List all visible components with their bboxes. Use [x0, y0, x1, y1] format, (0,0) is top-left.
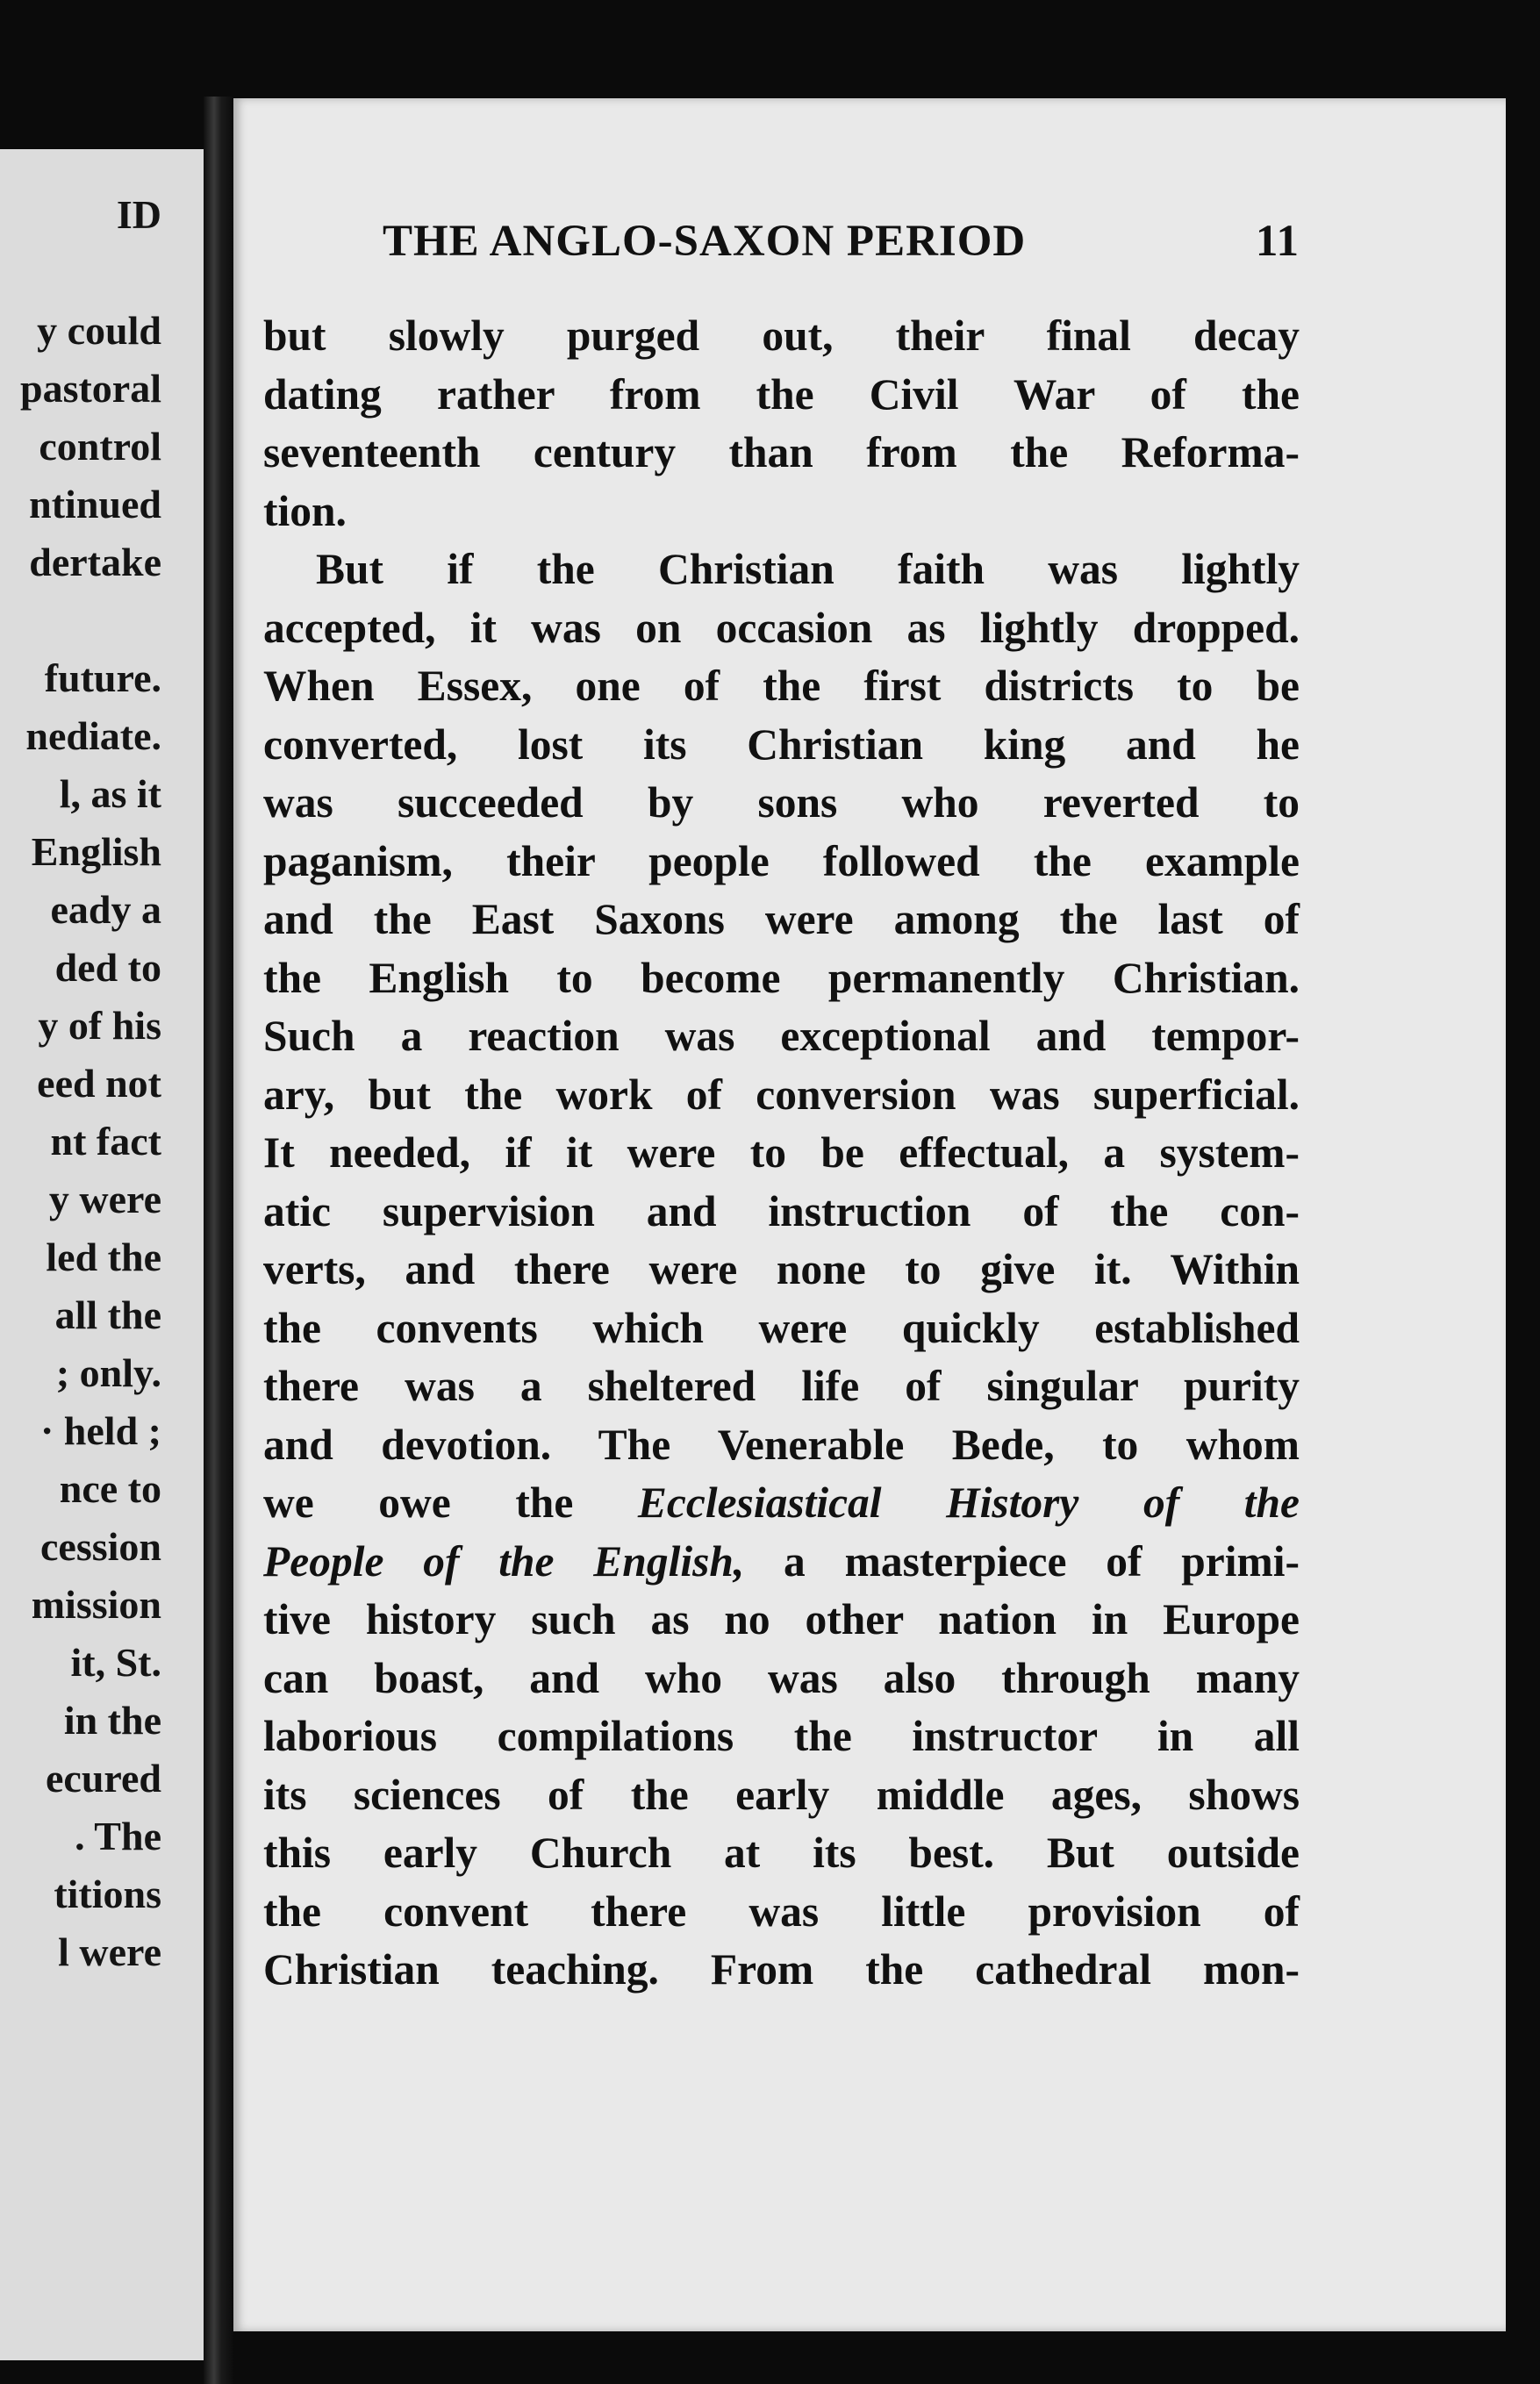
- text-line: atic supervision and instruction of the con-: [263, 1186, 1300, 1235]
- text-line: and the East Saxons were among the last of: [263, 895, 1300, 943]
- left-page-fragment: [0, 149, 204, 2360]
- text-line: laborious compilations the instructor in all: [263, 1712, 1300, 1760]
- text-line: converted, lost its Christian king and he: [263, 719, 1300, 769]
- text-line: When Essex, one of the first districts to be: [263, 662, 1300, 710]
- text-line: there was a sheltered life of singular purity: [263, 1362, 1300, 1410]
- text-line: Christian teaching. From the cathedral mon-: [263, 1945, 1300, 1994]
- page-body: [263, 307, 1300, 2000]
- text-line: the convents which were quickly established: [263, 1303, 1300, 1352]
- text-line: dating rather from the Civil War of the: [263, 369, 1300, 419]
- book-title-italic: People of the English,: [263, 1536, 745, 1586]
- header-title: THE ANGLO-SAXON PERIOD: [383, 217, 1027, 266]
- text-line: but slowly purged out, their final decay: [263, 311, 1300, 360]
- text-fragment: we owe the: [263, 1478, 638, 1527]
- text-line: tive history such as no other nation in Europe: [263, 1595, 1300, 1643]
- text-line: It needed, if it were to be effectual, a system-: [263, 1128, 1300, 1177]
- scan-border: [1506, 98, 1540, 2384]
- text-line: ary, but the work of conversion was superficial.: [263, 1070, 1300, 1119]
- book-gutter: [204, 97, 233, 2384]
- text-line: verts, and there were none to give it. Within: [263, 1245, 1300, 1293]
- text-line: But if the Christian faith was lightly: [316, 545, 1300, 593]
- text-line: the English to become permanently Christian.: [263, 953, 1300, 1002]
- text-line: paganism, their people followed the example: [263, 836, 1300, 885]
- text-line: Such a reaction was exceptional and tempor-: [263, 1012, 1300, 1060]
- text-line: the convent there was little provision of: [263, 1886, 1300, 1936]
- page-number: 11: [1255, 217, 1300, 266]
- text-fragment: a masterpiece of primi-: [744, 1536, 1300, 1586]
- text-line: was succeeded by sons who reverted to: [263, 778, 1300, 827]
- text-line: accepted, it was on occasion as lightly dropped.: [263, 603, 1300, 652]
- text-line: its sciences of the early middle ages, shows: [263, 1770, 1300, 1819]
- book-title-italic: Ecclesiastical History of the: [637, 1478, 1300, 1527]
- text-line: and devotion. The Venerable Bede, to whom: [263, 1420, 1300, 1469]
- text-line: this early Church at its best. But outside: [263, 1829, 1300, 1877]
- text-line: can boast, and who was also through many: [263, 1653, 1300, 1702]
- running-header: [383, 216, 1300, 267]
- text-line: tion.: [263, 486, 347, 535]
- text-line-with-title: [263, 1474, 1300, 1533]
- left-page-text: ID y could pastoral control ntinued dertake future. nediate. l, as it English eady a ded to y of his eed not nt fact y were led the all the ; only. · held ; nce to cession mission it, St. in the ecured . The titions l were: [20, 192, 161, 1974]
- text-line: seventeenth century than from the Reforma-: [263, 428, 1300, 476]
- text-line-with-title: [263, 1533, 1300, 1592]
